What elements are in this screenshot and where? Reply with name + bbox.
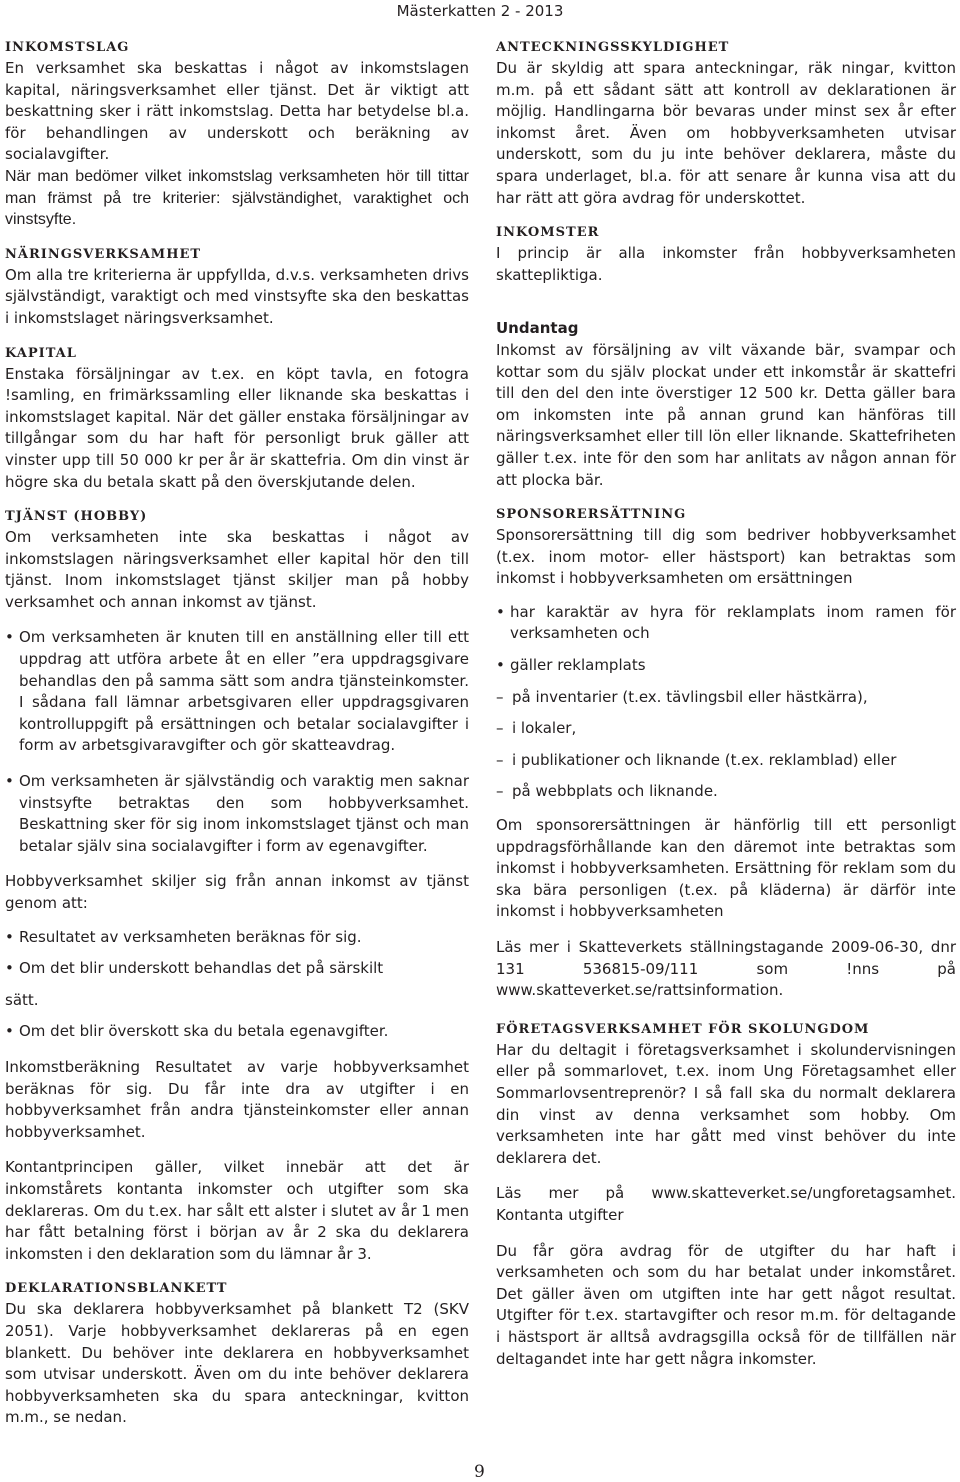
paragraph: Inkomstberäkning Resultatet av varje hobbyverksamhet beräknas för sig. Du får inte dra av utgifter i en hobbyverksamhet från andra tjänsteinkomster eller annan hobbyverksamhet. (5, 1057, 469, 1141)
paragraph: Läs mer i Skatteverkets ställningstagande 2009-06-30, dnr 131 536815-09/111 som !nns på www.skatteverket.se/rattsinformation. (496, 938, 956, 1000)
bullet-item: • har karaktär av hyra för reklamplats inom ramen för verksamheten och (496, 602, 956, 645)
bullet-item: • Om verksamheten är självständig och varaktig men saknar vinstsyfte betraktas den som hobbyverksamhet. Beskattning sker för sig inom inkomstslaget tjänst och man betalar själv sina socialavgifter i form av egenavgifter. (5, 771, 469, 857)
bullet-item: • Om det blir underskott behandlas det på särskilt (5, 958, 469, 980)
dash-item: – på webbplats och liknande. (496, 781, 956, 803)
section-heading-anteckningsskyldighet: ANTECKNINGSSKYLDIGHET (496, 40, 730, 55)
left-column (5, 38, 469, 1429)
paragraph: Du får göra avdrag för de utgifter du har haft i verksamheten och som du har betalat under inkomståret. Det gäller även om utgiften inte har gett något resultat. Utgifter för t.ex. startavgifter och resor m.m. för deltagande i hästsport är alltså avdragsgilla också för de tillfällen när deltagandet inte har gett några inkomster. (496, 1241, 956, 1368)
paragraph: Om verksamheten inte ska beskattas i något av inkomstslagen näringsverksamhet eller kapital hör den till tjänst. Inom inkomstslaget tjänst skiljer man på hobby verksamhet och annan inkomst av tjänst. (5, 528, 469, 611)
paragraph: Om alla tre kriterierna är uppfyllda, d.v.s. verksamheten drivs självständigt, varaktigt och med vinstsyfte ska den beskattas i inkomstslaget näringsverksamhet. (5, 265, 469, 327)
paragraph: Sponsorersättning till dig som bedriver hobbyverksamhet (t.ex. inom motor- eller hästsport) kan betraktas som inkomst i hobbyverksamheten om ersättningen (496, 526, 956, 588)
page-number: 9 (474, 1462, 485, 1482)
section-heading-sponsorersattning: SPONSORERSÄTTNING (496, 507, 687, 523)
section-heading-kapital: KAPITAL (5, 345, 77, 361)
bullet-item: • Resultatet av verksamheten beräknas för sig. (5, 927, 469, 949)
section-heading-deklarationsblankett: DEKLARATIONSBLANKETT (5, 1281, 228, 1297)
section-heading-inkomstslag: INKOMSTSLAG (5, 40, 130, 55)
bullet-item: • Om det blir överskott ska du betala egenavgifter. (5, 1021, 469, 1043)
paragraph: Enstaka försäljningar av t.ex. en köpt tavla, en fotogra !samling, en frimärkssamling eller liknande ska beskattas i inkomstslaget kapital. När det gäller enstaka försäljningar av tillgångar som du har haft för personligt bruk gäller att vinster upp till 50 000 kr per år är skattefria. Om din vinst är högre ska du betala skatt på den överskjutande delen. (5, 364, 469, 491)
paragraph: Inkomst av försäljning av vilt växande bär, svampar och kottar som du själv plockat under ett inkomstår är skattefri till den del den inte överstiger 12 500 kr. Detta gäller bara om inkomsten inte på annan grund kan hänföras till näringsverksamhet eller till lön eller liknande. Skattefriheten gäller t.ex. inte för den som har anlitats av någon annan för att plocka bär. (496, 340, 956, 489)
right-column (496, 38, 956, 1370)
paragraph: Läs mer på www.skatteverket.se/ungforetagsamhet. Kontanta utgifter (496, 1184, 956, 1224)
bullet-item: • gäller reklamplats (496, 655, 956, 677)
paragraph: Kontantprincipen gäller, vilket innebär att det är inkomstårets kontanta inkomster och utgifter som ska deklareras. Om du t.ex. har sålt ett alster i slutet av år 1 men har fått betalning först i början av år 2 ska du deklarera inkomsten i den deklaration som du lämnar år 3. (5, 1158, 469, 1263)
section-heading-foretagsverksamhet: FÖRETAGSVERKSAMHET FÖR SKOLUNGDOM (496, 1021, 870, 1037)
paragraph: En verksamhet ska beskattas i något av inkomstslagen kapital, näringsverksamhet eller tjänst. Det är viktigt att beskattning sker i rätt inkomstslag. Detta har betydelse bl.a. för behandlingen av underskott och beräkning av socialavgifter. (5, 59, 469, 164)
section-heading-naringsverksamhet: NÄRINGSVERKSAMHET (5, 246, 202, 262)
bullet-item: • Om verksamheten är knuten till en anställning eller till ett uppdrag att utföra arbete åt en eller ”era uppdragsgivare behandlas den på samma sätt som andra tjänsteinkomster. I sådana fall lämnar arbetsgivaren eller uppdragsgivaren kontrolluppgift på ersättningen och betalar socialavgifter i form av arbetsgivaravgifter och gör skatteavdrag. (5, 627, 469, 757)
paragraph: Du är skyldig att spara anteckningar, räk ningar, kvitton m.m. på ett sådant sätt att kontroll av deklarationen är möjlig. Handlingarna bör bevaras under minst sex år efter inkomst året. Även om hobbyverksamheten utvisar underskott, som du ju inte behöver deklarera, måste du spara underlaget, bl.a. för att senare år kunna visa att du har rätt att göra avdrag för underskottet. (496, 59, 956, 207)
paragraph: sätt. (5, 990, 39, 1009)
section-heading-inkomster: INKOMSTER (496, 225, 600, 241)
paragraph: I princip är alla inkomster från hobbyverksamheten skattepliktiga. (496, 244, 956, 284)
dash-item: – på inventarier (t.ex. tävlingsbil eller hästkärra), (496, 687, 956, 709)
paragraph: Har du deltagit i företagsverksamhet i skolundervisningen eller på sommarlovet, t.ex. inom Ung Företagsamhet eller Sommarlovsentreprenör? I så fall ska du normalt deklarera din vinst av denna verksamhet som hobby. Om verksamheten inte har gått med vinst behöver du inte deklarera det. (496, 1040, 956, 1167)
paragraph: Du ska deklarera hobbyverksamhet på blankett T2 (SKV 2051). Varje hobbyverksamhet deklareras på en egen blankett. Du behöver inte deklarera en hobbyverksamhet som utvisar underskott. Även om du inte behöver deklarera hobbyverksamheten ska du spara anteckningar, kvitton m.m., se nedan. (5, 1300, 469, 1427)
subheading-undantag: Undantag (496, 319, 579, 338)
section-heading-tjanst: TJÄNST (HOBBY) (5, 509, 148, 525)
dash-item: – i publikationer och liknande (t.ex. reklamblad) eller (496, 750, 956, 772)
paragraph: Hobbyverksamhet skiljer sig från annan inkomst av tjänst genom att: (5, 872, 469, 912)
running-header: Mästerkatten 2 - 2013 (396, 2, 564, 20)
paragraph: Om sponsorersättningen är hänförlig till ett personligt uppdragsförhållande kan den däremot inte betraktas som inkomst i hobbyverksamheten. Ersättning för reklam som du ska bära personligen (t.ex. på kläderna) är därför inte inkomst i hobbyverksamheten (496, 816, 956, 921)
paragraph: När man bedömer vilket inkomstslag verksamheten hör till tittar man främst på tre kriterier: självständighet, varaktighet och vinstsyfte. (5, 167, 469, 229)
dash-item: – i lokaler, (496, 718, 956, 740)
